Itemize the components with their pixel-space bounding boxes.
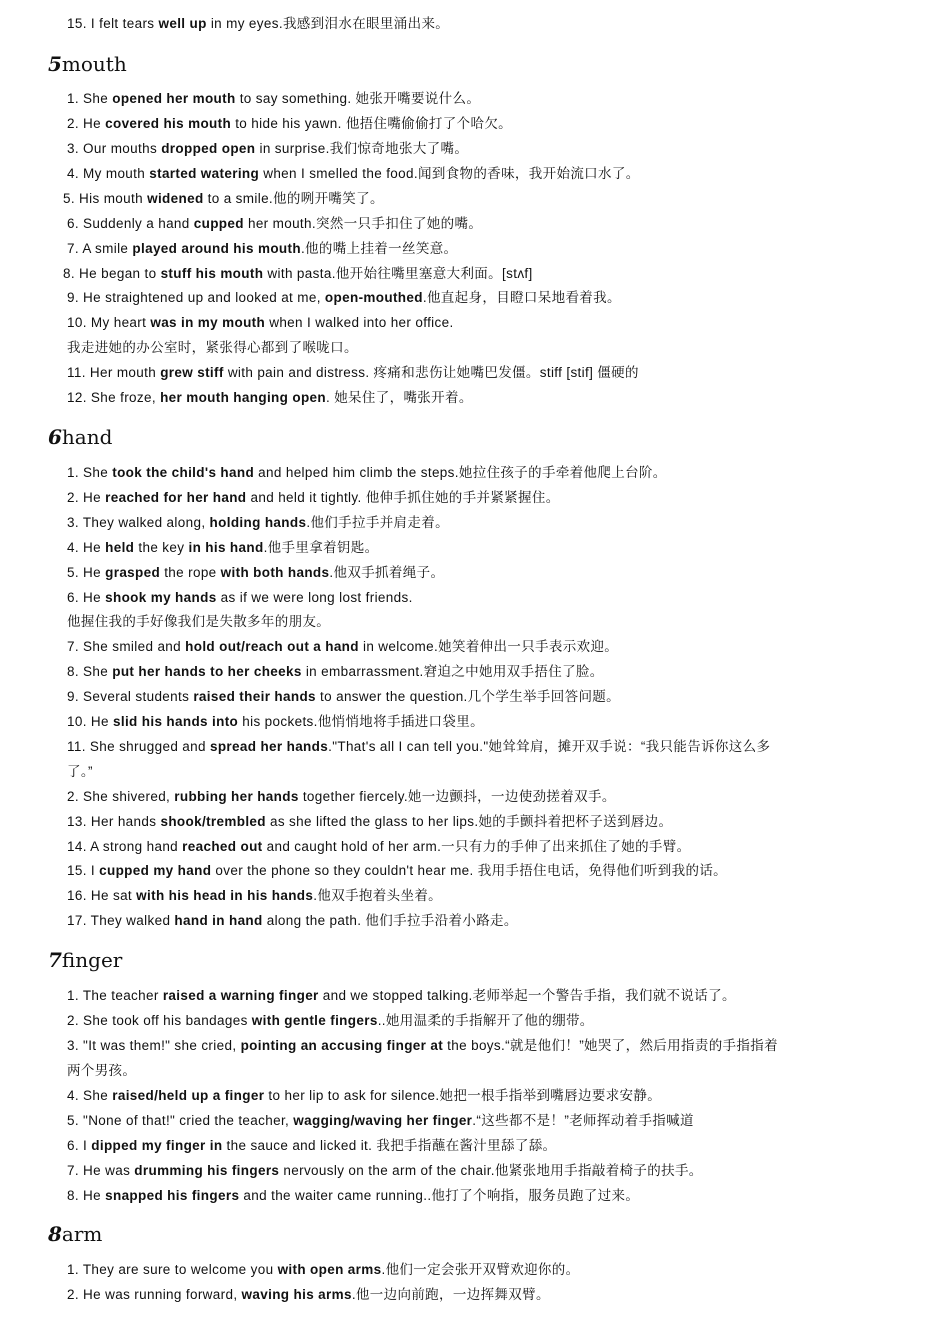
sentence-text: 3. "It was them!" she cried, xyxy=(67,1038,241,1053)
sentence-text: in surprise.我们惊奇地张大了嘴。 xyxy=(255,141,469,156)
key-phrase: wagging/waving her finger xyxy=(293,1113,473,1128)
sentence-text: .他双手抓着绳子。 xyxy=(329,565,445,580)
sentence-text: and the waiter came running..他打了个响指，服务员跑了过来。 xyxy=(239,1188,640,1203)
sentence-text: along the path. 他们手拉手沿着小路走。 xyxy=(262,913,518,928)
key-phrase: hold out/reach out a hand xyxy=(185,639,359,654)
sentence-text: 6. Suddenly a hand xyxy=(67,216,194,231)
sentence-text: 7. She smiled and xyxy=(67,639,186,654)
key-phrase: with both hands xyxy=(220,565,330,580)
sentence-line xyxy=(67,589,880,607)
sentence-text: 了。” xyxy=(67,764,93,779)
sentence-text: 2. He was running forward, xyxy=(67,1287,242,1302)
sentence-line xyxy=(67,688,880,706)
sentence-text: the rope xyxy=(160,565,221,580)
key-phrase: cupped my hand xyxy=(99,863,212,878)
key-phrase: played around his mouth xyxy=(132,241,301,256)
sentence-text: .他们手拉手并肩走着。 xyxy=(306,515,449,530)
sentence-text: in embarrassment.窘迫之中她用双手捂住了脸。 xyxy=(301,664,604,679)
sentence-text: .他的嘴上挂着一丝笑意。 xyxy=(300,241,458,256)
key-phrase: put her hands to her cheeks xyxy=(112,664,302,679)
sentence-text: 1. She xyxy=(67,91,113,106)
key-phrase: open-mouthed xyxy=(324,290,423,305)
sentence-line xyxy=(67,1286,880,1304)
key-phrase: shook/trembled xyxy=(160,814,266,829)
sentence-text: nervously on the arm of the chair.他紧张地用手指敲着椅子的扶手。 xyxy=(279,1163,703,1178)
sentence-text: . 她呆住了，嘴张开着。 xyxy=(326,390,473,405)
key-phrase: in his hand xyxy=(188,540,264,555)
sentence-text: to hide his yawn. 他捂住嘴偷偷打了个哈欠。 xyxy=(231,116,513,131)
key-phrase: cupped xyxy=(193,216,244,231)
sentence-text: 10. My heart xyxy=(67,315,151,330)
section-number: 5 xyxy=(48,52,62,76)
sentence-line xyxy=(67,90,880,108)
sentence-text: 9. Several students xyxy=(67,689,194,704)
key-phrase: opened her mouth xyxy=(112,91,236,106)
sentence-text: 8. He xyxy=(67,1188,106,1203)
key-phrase: with gentle fingers xyxy=(251,1013,378,1028)
sentence-line xyxy=(67,364,880,382)
sentence-line xyxy=(67,887,880,905)
sentence-text: when I walked into her office. xyxy=(265,315,454,330)
sentence-text: 5. "None of that!" cried the teacher, xyxy=(67,1113,294,1128)
sentence-line xyxy=(67,663,880,681)
sentence-text: to answer the question.几个学生举手回答问题。 xyxy=(315,689,621,704)
sentence-line xyxy=(67,1261,880,1279)
sentence-line xyxy=(67,1062,880,1080)
sentence-text: .他双手抱着头坐着。 xyxy=(313,888,443,903)
sentence-line xyxy=(67,763,880,781)
key-phrase: reached for her hand xyxy=(105,490,247,505)
sentence-line xyxy=(67,165,880,183)
sentence-text: 15. I xyxy=(67,863,100,878)
sentence-text: and helped him climb the steps.她拉住孩子的手牵着他爬上台阶。 xyxy=(254,465,667,480)
sentence-line xyxy=(67,713,880,731)
sentence-text: .他一边向前跑，一边挥舞双臂。 xyxy=(351,1287,550,1302)
sentence-text: 8. He began to xyxy=(63,266,161,281)
sentence-line xyxy=(67,389,880,407)
sentence-line xyxy=(67,1112,880,1130)
key-phrase: grasped xyxy=(105,565,161,580)
sentence-line xyxy=(67,738,880,756)
sentence-text: ."That's all I can tell you."她耸耸肩，摊开双手说：“我只能告诉你这么多 xyxy=(328,739,771,754)
sentence-line xyxy=(67,339,880,357)
sentence-line xyxy=(67,1087,880,1105)
section-word: finger xyxy=(61,948,123,972)
sentence-text: with pasta.他开始往嘴里塞意大利面。[stʌf] xyxy=(263,266,533,281)
sentence-line xyxy=(67,1012,880,1030)
key-phrase: reached out xyxy=(182,839,263,854)
sentence-line xyxy=(67,638,880,656)
key-phrase: dipped my finger in xyxy=(91,1138,223,1153)
sentence-text: over the phone so they couldn't hear me. 我用手捂住电话，免得他们听到我的话。 xyxy=(211,863,728,878)
sentence-text: as she lifted the glass to her lips.她的手颤抖着把杯子送到唇边。 xyxy=(265,814,673,829)
key-phrase: covered his mouth xyxy=(105,116,232,131)
sentence-text: the boys.“就是他们！”她哭了，然后用指责的手指指着 xyxy=(443,1038,778,1053)
key-phrase: holding hands xyxy=(209,515,307,530)
sentence-text: to her lip to ask for silence.她把一根手指举到嘴唇边要求安静。 xyxy=(264,1088,662,1103)
section-heading-hand xyxy=(48,425,112,449)
sentence-line xyxy=(67,813,880,831)
key-phrase: was in my mouth xyxy=(150,315,266,330)
sentence-text: the sauce and licked it. 我把手指蘸在酱汁里舔了舔。 xyxy=(222,1138,557,1153)
sentence-text: and held it tightly. 他伸手抓住她的手并紧紧握住。 xyxy=(246,490,560,505)
sentence-text: her mouth.突然一只手扣住了她的嘴。 xyxy=(243,216,483,231)
sentence-text: 8. She xyxy=(67,664,113,679)
sentence-line xyxy=(67,1137,880,1155)
sentence-line xyxy=(67,115,880,133)
sentence-text: 1. They are sure to welcome you xyxy=(67,1262,278,1277)
section-word: mouth xyxy=(61,52,127,76)
sentence-text: the key xyxy=(134,540,189,555)
key-phrase: raised/held up a finger xyxy=(112,1088,265,1103)
sentence-text: .他直起身，目瞪口呆地看着我。 xyxy=(422,290,621,305)
sentence-text: 7. A smile xyxy=(67,241,133,256)
sentence-line xyxy=(67,564,880,582)
key-phrase: raised a warning finger xyxy=(162,988,319,1003)
sentence-text: 13. Her hands xyxy=(67,814,161,829)
sentence-text: to say something. 她张开嘴要说什么。 xyxy=(235,91,481,106)
sentence-line xyxy=(67,514,880,532)
sentence-line xyxy=(67,1162,880,1180)
key-phrase: dropped open xyxy=(161,141,256,156)
sentence-text: 15. I felt tears xyxy=(67,16,159,31)
sentence-text: 5. He xyxy=(67,565,106,580)
sentence-text: 14. A strong hand xyxy=(67,839,183,854)
sentence-text: 4. He xyxy=(67,540,106,555)
sentence-text: .他手里拿着钥匙。 xyxy=(263,540,379,555)
sentence-text: when I smelled the food.闻到食物的香味，我开始流口水了。 xyxy=(259,166,640,181)
sentence-text: 17. They walked xyxy=(67,913,175,928)
section-number: 8 xyxy=(48,1222,62,1246)
sentence-text: 7. He was xyxy=(67,1163,135,1178)
sentence-line xyxy=(67,613,880,631)
sentence-text: 1. The teacher xyxy=(67,988,163,1003)
key-phrase: waving his arms xyxy=(241,1287,352,1302)
sentence-text: 11. Her mouth xyxy=(67,365,161,380)
sentence-line xyxy=(67,838,880,856)
sentence-text: ..她用温柔的手指解开了他的绷带。 xyxy=(377,1013,594,1028)
sentence-text: 9. He straightened up and looked at me, xyxy=(67,290,325,305)
sentence-line xyxy=(67,987,880,1005)
section-number: 6 xyxy=(48,425,62,449)
sentence-line xyxy=(67,1187,880,1205)
sentence-text: 他握住我的手好像我们是失散多年的朋友。 xyxy=(67,614,331,629)
sentence-text: .他们一定会张开双臂欢迎你的。 xyxy=(381,1262,580,1277)
sentence-text: his pockets.他悄悄地将手插进口袋里。 xyxy=(238,714,484,729)
section-number: 7 xyxy=(48,948,62,972)
section-heading-mouth xyxy=(48,52,127,76)
key-phrase: spread her hands xyxy=(209,739,329,754)
sentence-text: 10. He xyxy=(67,714,113,729)
sentence-text: in welcome.她笑着伸出一只手表示欢迎。 xyxy=(358,639,619,654)
sentence-text: 4. My mouth xyxy=(67,166,150,181)
sentence-text: and caught hold of her arm.一只有力的手伸了出来抓住了她的手臂。 xyxy=(262,839,691,854)
key-phrase: with open arms xyxy=(277,1262,382,1277)
sentence-text: together fiercely.她一边颤抖，一边使劲搓着双手。 xyxy=(298,789,616,804)
key-phrase: held xyxy=(105,540,135,555)
sentence-line xyxy=(67,240,880,258)
sentence-line xyxy=(67,862,880,880)
sentence-text: and we stopped talking.老师举起一个警告手指，我们就不说话了。 xyxy=(318,988,736,1003)
key-phrase: hand in hand xyxy=(174,913,263,928)
sentence-text: 我走进她的办公室时，紧张得心都到了喉咙口。 xyxy=(67,340,358,355)
key-phrase: rubbing her hands xyxy=(174,789,299,804)
sentence-text: as if we were long lost friends. xyxy=(216,590,413,605)
sentence-line xyxy=(67,140,880,158)
key-phrase: slid his hands into xyxy=(112,714,239,729)
key-phrase: stuff his mouth xyxy=(160,266,264,281)
sentence-text: 两个男孩。 xyxy=(67,1063,137,1078)
sentence-text: 11. She shrugged and xyxy=(67,739,210,754)
key-phrase: with his head in his hands xyxy=(136,888,314,903)
sentence-text: 3. They walked along, xyxy=(67,515,210,530)
sentence-text: in my eyes.我感到泪水在眼里涌出来。 xyxy=(206,16,450,31)
sentence-text: 2. He xyxy=(67,116,106,131)
key-phrase: raised their hands xyxy=(193,689,316,704)
key-phrase: took the child's hand xyxy=(112,465,255,480)
key-phrase: widened xyxy=(147,191,204,206)
key-phrase: shook my hands xyxy=(105,590,217,605)
section-heading-finger xyxy=(48,948,122,972)
sentence-line xyxy=(67,314,880,332)
sentence-text: 6. He xyxy=(67,590,106,605)
key-phrase: drumming his fingers xyxy=(134,1163,280,1178)
sentence-line xyxy=(67,215,880,233)
key-phrase: snapped his fingers xyxy=(105,1188,240,1203)
key-phrase: her mouth hanging open xyxy=(160,390,326,405)
sentence-text: with pain and distress. 疼痛和悲伤让她嘴巴发僵。stiff [stif] 僵硬的 xyxy=(223,365,639,380)
sentence-text: 16. He sat xyxy=(67,888,137,903)
sentence-text: 3. Our mouths xyxy=(67,141,162,156)
sentence-text: 6. I xyxy=(67,1138,92,1153)
key-phrase: pointing an accusing finger at xyxy=(240,1038,444,1053)
sentence-text: 2. She took off his bandages xyxy=(67,1013,252,1028)
sentence-text: to a smile.他的咧开嘴笑了。 xyxy=(203,191,384,206)
sentence-line xyxy=(67,912,880,930)
sentence-line xyxy=(67,464,880,482)
sentence-text: 12. She froze, xyxy=(67,390,161,405)
section-heading-arm xyxy=(48,1222,102,1246)
key-phrase: grew stiff xyxy=(160,365,224,380)
key-phrase: started watering xyxy=(149,166,260,181)
sentence-text: 5. His mouth xyxy=(63,191,148,206)
sentence-line xyxy=(63,265,880,283)
sentence-text: .“这些都不是！”老师挥动着手指喊道 xyxy=(472,1113,694,1128)
sentence-line xyxy=(67,289,880,307)
key-phrase: well up xyxy=(158,16,207,31)
sentence-line xyxy=(67,1037,880,1055)
section-word: hand xyxy=(61,425,113,449)
sentence-text: 1. She xyxy=(67,465,113,480)
sentence-text: 4. She xyxy=(67,1088,113,1103)
sentence-line xyxy=(67,539,880,557)
section-word: arm xyxy=(61,1222,103,1246)
sentence-line xyxy=(67,788,880,806)
sentence-text: 2. He xyxy=(67,490,106,505)
sentence-text: 2. She shivered, xyxy=(67,789,175,804)
sentence-line xyxy=(63,190,880,208)
sentence-line xyxy=(67,489,880,507)
sentence-line xyxy=(67,15,880,33)
